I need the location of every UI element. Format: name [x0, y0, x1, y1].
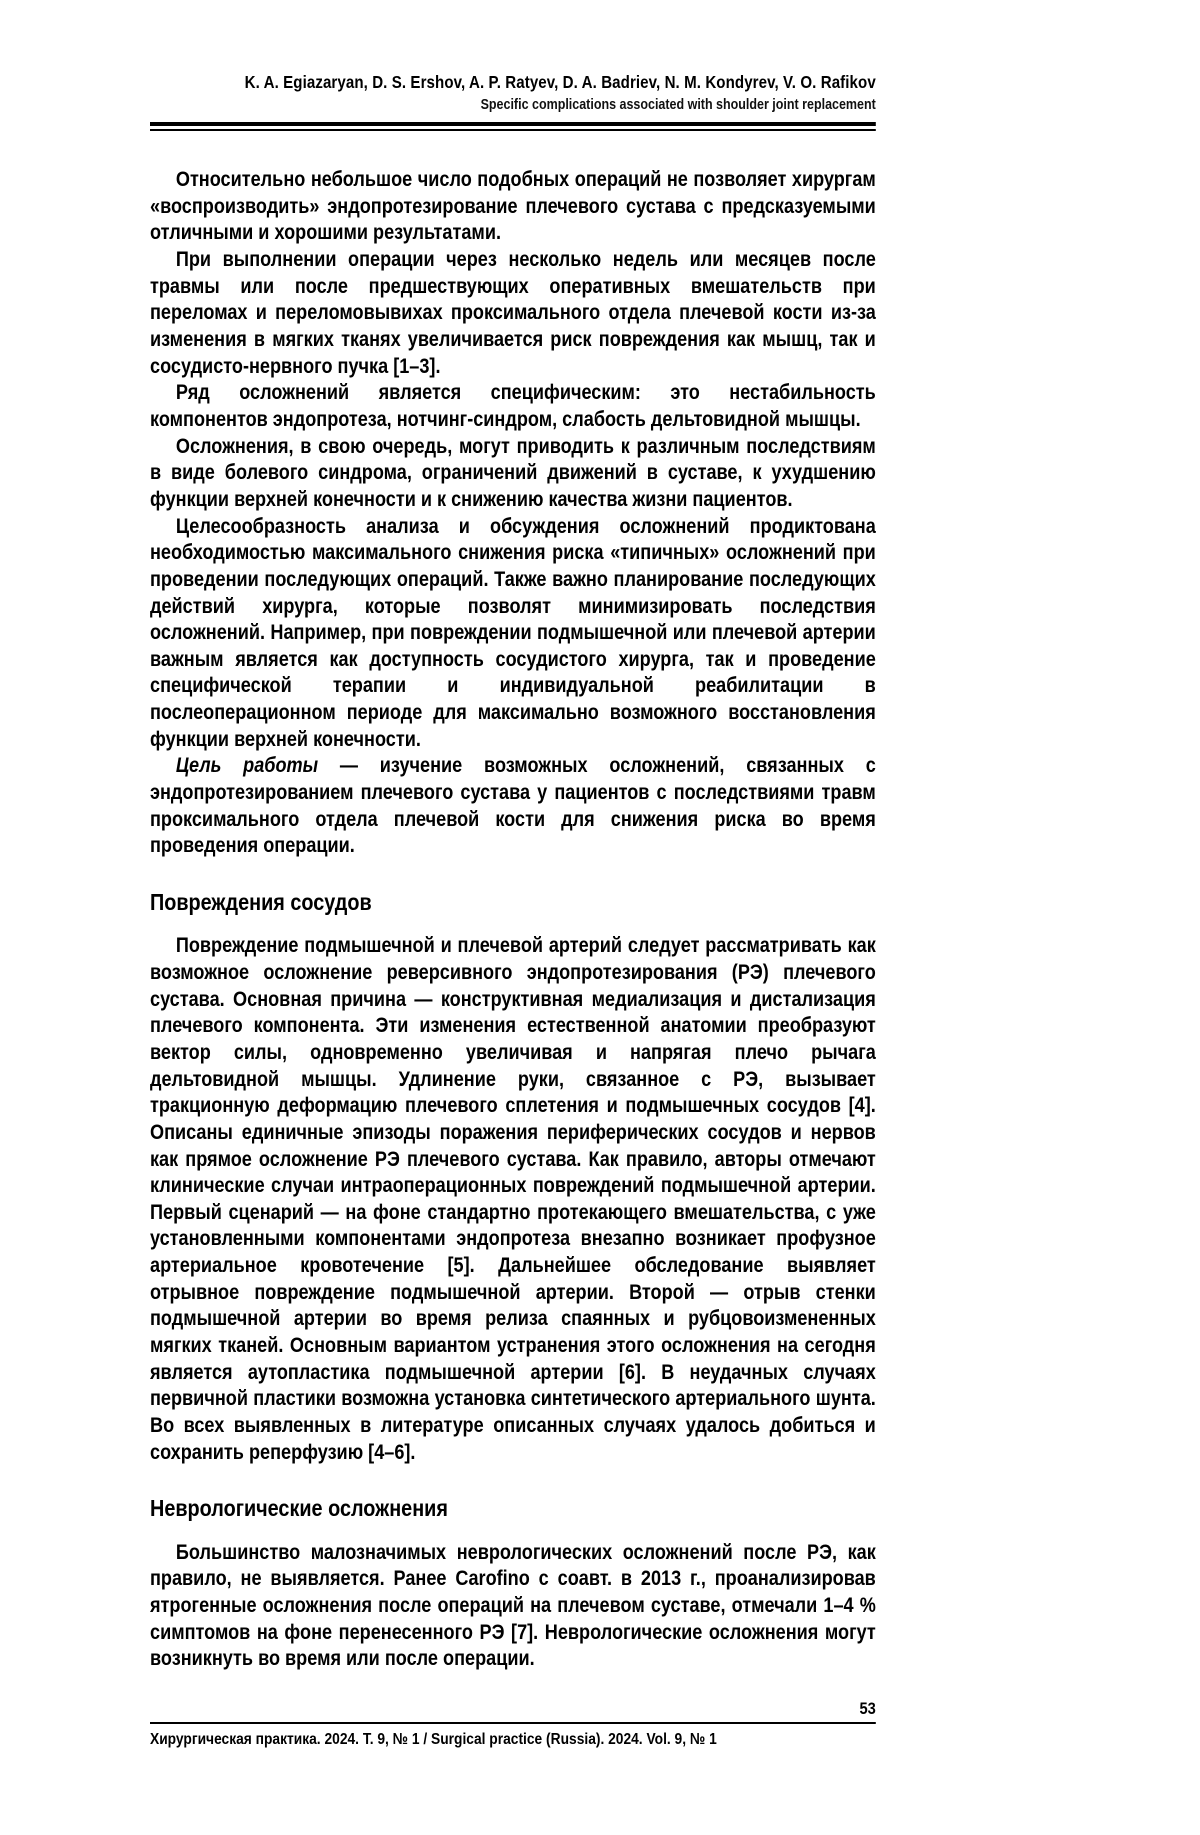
authors-line: K. A. Egiazaryan, D. S. Ershov, A. P. Ratyev, D. A. Badriev, N. M. Kondyrev, V. O. Rafikov	[244, 72, 876, 92]
page-content	[150, 72, 876, 1749]
paragraph: Большинство малозначимых неврологических осложнений после РЭ, как правило, не выявляется. Ранее Carofino с соавт. в 2013 г., проанализировав ятрогенные осложнения после операций на плечевом суставе, отмечали 1–4 % симптомов на фоне перенесенного РЭ [7]. Неврологические осложнения могут возникнуть во время или после операции.	[150, 1540, 876, 1671]
footer-rule	[150, 1722, 876, 1724]
paragraph: Относительно небольшое число подобных операций не позволяет хирургам «воспроизводить» эндопротезирование плечевого сустава с предсказуемыми отличными и хорошими результатами.	[150, 168, 876, 245]
section-heading: Повреждения сосудов	[150, 889, 372, 916]
paragraph: Осложнения, в свою очередь, могут приводить к различным последствиям в виде болевого синдрома, ограничений движений в суставе, к ухудшению функции верхней конечности и к снижению качества жизни пациентов.	[150, 434, 876, 511]
aim-label: Цель работы	[175, 754, 319, 778]
header-rule	[150, 122, 876, 131]
page-header	[150, 72, 876, 131]
paragraph: Ряд осложнений является специфическим: это нестабильность компонентов эндопротеза, нотчинг-синдром, слабость дельтовидной мышцы.	[150, 381, 876, 431]
paragraph: Целесообразность анализа и обсуждения осложнений продиктована необходимостью максимального снижения риска «типичных» осложнений при проведении последующих операций. Также важно планирование последующих действий хирурга, которые позволят минимизировать последствия осложнений. Например, при повреждении подмышечной или плечевой артерии важным является как доступность сосудистого хирурга, так и проведение специфической терапии и индивидуальной реабилитации в послеоперационном периоде для максимально возможного восстановления функции верхней конечности.	[150, 514, 876, 751]
article-body	[150, 167, 876, 1673]
page-footer	[150, 1699, 876, 1749]
paragraph: При выполнении операции через несколько недель или месяцев после травмы или после предшествующих оперативных вмешательств при переломах и переломовывихах проксимального отдела плечевой кости из-за изменения в мягких тканях увеличивается риск повреждения как мышц, так и сосудисто-нервного пучка [1–3].	[150, 247, 876, 378]
page-number: 53	[859, 1698, 876, 1718]
aim-text: — изучение возможных осложнений, связанных с эндопротезированием плечевого сустава у пациентов с последствиями травм проксимального отдела плечевой кости для снижения риска во время проведения операции.	[150, 754, 876, 858]
section-heading: Неврологические осложнения	[150, 1495, 448, 1522]
running-title: Specific complications associated with shoulder joint replacement	[480, 97, 876, 113]
paragraph: Повреждение подмышечной и плечевой артерий следует рассматривать как возможное осложнение реверсивного эндопротезирования (РЭ) плечевого сустава. Основная причина — конструктивная медиализация и дистализация плечевого компонента. Эти изменения естественной анатомии преобразуют вектор силы, одновременно увеличивая и напрягая плечо рычага дельтовидной мышцы. Удлинение руки, связанное с РЭ, вызывает тракционную деформацию плечевого сплетения и подмышечных сосудов [4]. Описаны единичные эпизоды поражения периферических сосудов и нервов как прямое осложнение РЭ плечевого сустава. Как правило, авторы отмечают клинические случаи интраоперационных повреждений подмышечной артерии. Первый сценарий — на фоне стандартно протекающего вмешательства, с уже установленными компонентами эндопротеза внезапно возникает профузное артериальное кровотечение [5]. Дальнейшее обследование выявляет отрывное повреждение подмышечной артерии. Второй — отрыв стенки подмышечной артерии во время релиза спаянных и рубцовоизмененных мягких тканей. Основным вариантом устранения этого осложнения на сегодня является аутопластика подмышечной артерии [6]. В неудачных случаях первичной пластики возможна установка синтетического артериального шунта. Во всех выявленных в литературе описанных случаях удалось добиться и сохранить реперфузию [4–6].	[150, 934, 876, 1464]
aim-paragraph	[150, 753, 876, 860]
journal-line: Хирургическая практика. 2024. Т. 9, № 1 / Surgical practice (Russia). 2024. Vol. 9, № 1	[150, 1730, 717, 1748]
